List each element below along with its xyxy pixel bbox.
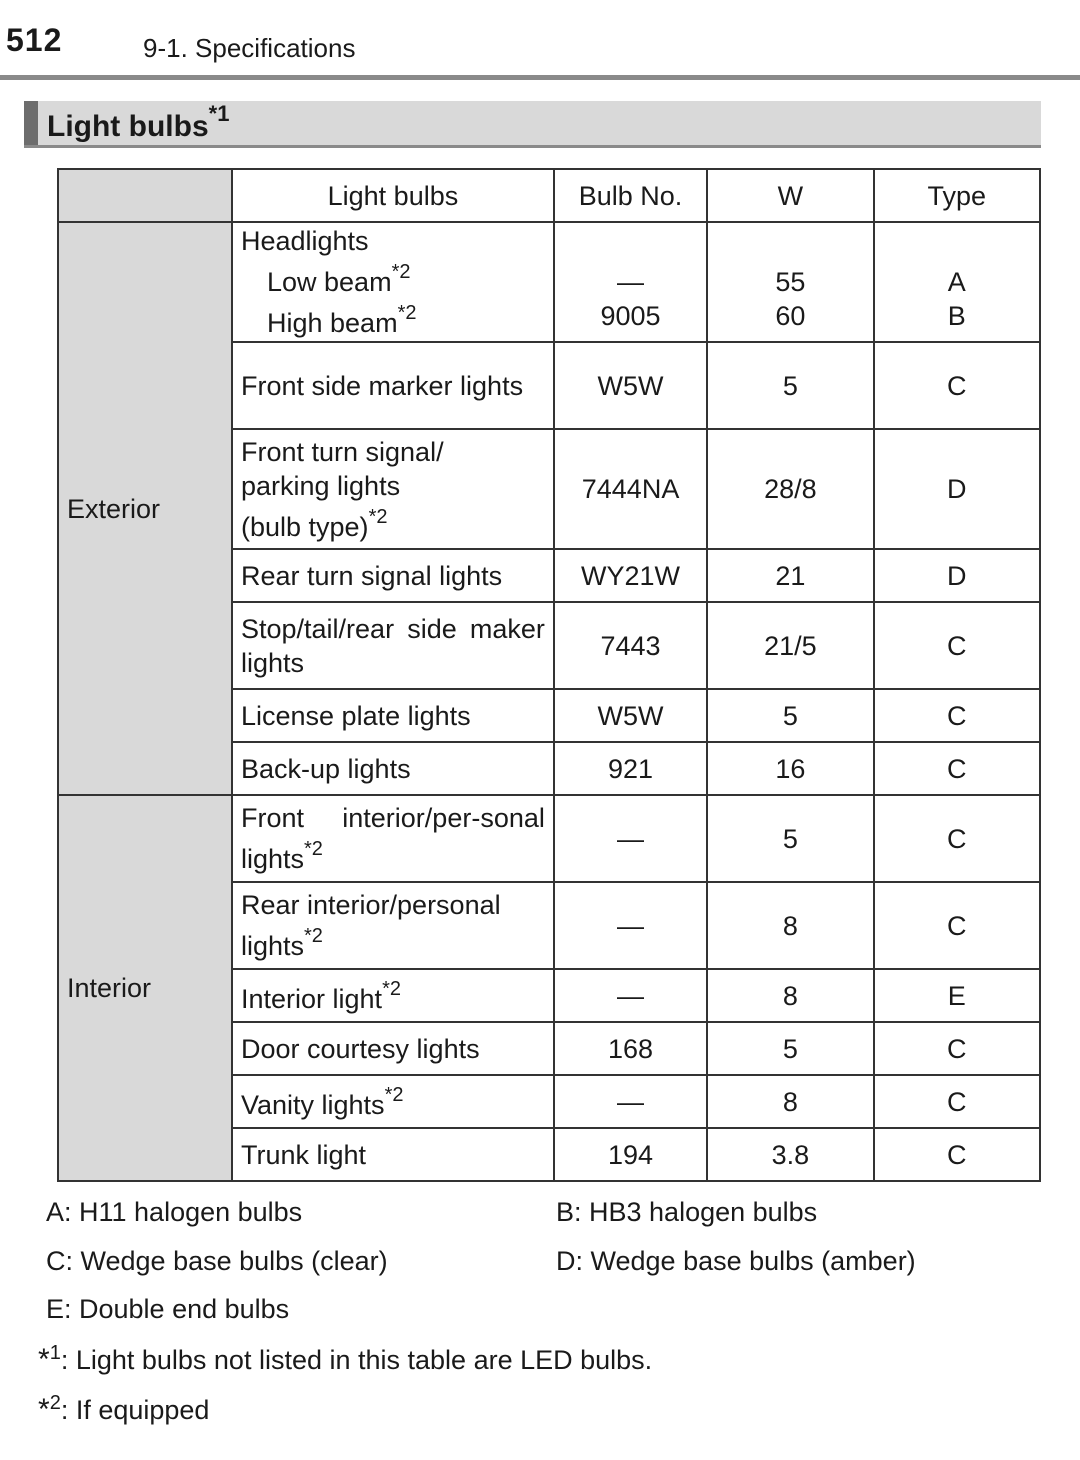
front-interior-bulb-no: —: [554, 795, 707, 882]
rear-interior-footnote: *2: [304, 925, 323, 947]
door-courtesy-name: Door courtesy lights: [232, 1022, 554, 1075]
low-beam-label: Low beam: [266, 267, 392, 297]
interior-light-bulb-no: —: [554, 969, 707, 1022]
front-side-marker-name: Front side marker lights: [232, 342, 554, 429]
rear-turn-watts: 21: [707, 549, 873, 602]
rear-turn-type: D: [874, 549, 1040, 602]
front-interior-footnote: *2: [304, 838, 323, 860]
trunk-name: Trunk light: [232, 1128, 554, 1181]
front-turn-line3: (bulb type): [240, 511, 369, 542]
legend-d: D: Wedge base bulbs (amber): [556, 1246, 916, 1276]
front-side-marker-watts: 5: [707, 342, 873, 429]
rear-interior-watts: 8: [707, 882, 873, 969]
table-header-row: [58, 169, 1040, 222]
front-turn-footnote: *2: [368, 505, 388, 528]
legend-a: A: H11 halogen bulbs: [46, 1197, 303, 1227]
interior-light-type: E: [874, 969, 1040, 1022]
backup-bulb-no: 921: [554, 742, 707, 795]
headlights-watts: [707, 222, 873, 342]
headlights-bulb-no: [554, 222, 707, 342]
headlights-name-cell: [232, 222, 554, 342]
trunk-bulb-no: 194: [554, 1128, 707, 1181]
header-bulb-no: Bulb No.: [554, 169, 707, 222]
vanity-name: Vanity lights: [240, 1090, 385, 1120]
headlights-type: [874, 222, 1040, 342]
front-interior-name: Front interior/per-sonal lights: [240, 803, 545, 874]
footnote-2-text: : If equipped: [60, 1395, 210, 1425]
header-watts: W: [707, 169, 873, 222]
license-watts: 5: [707, 689, 873, 742]
vanity-bulb-no: —: [554, 1075, 707, 1128]
front-turn-line2: parking lights: [240, 470, 401, 501]
stop-tail-type: C: [874, 602, 1040, 689]
footnote-2: [38, 1392, 209, 1427]
title-accent: [24, 101, 38, 145]
high-beam-label: High beam: [266, 308, 398, 338]
footnote-1-text: : Light bulbs not listed in this table are LED bulbs.: [60, 1345, 653, 1375]
legend-c: C: Wedge base bulbs (clear): [46, 1246, 388, 1276]
vanity-watts: 8: [707, 1075, 873, 1128]
footnote-1: [38, 1342, 652, 1377]
front-side-marker-type: C: [874, 342, 1040, 429]
footnote-1-number: 1: [49, 1342, 61, 1364]
license-bulb-no: W5W: [554, 689, 707, 742]
low-beam-type: A: [947, 267, 966, 297]
rear-interior-line2-wrap: [241, 922, 545, 963]
backup-name: Back-up lights: [232, 742, 554, 795]
interior-light-name-cell: [232, 969, 554, 1022]
vanity-footnote: *2: [384, 1084, 404, 1106]
front-side-marker-bulb-no: W5W: [554, 342, 707, 429]
door-courtesy-watts: 5: [707, 1022, 873, 1075]
header-type: Type: [874, 169, 1040, 222]
stop-tail-bulb-no: 7443: [554, 602, 707, 689]
front-turn-line1: Front turn signal/: [240, 436, 444, 467]
section-title-text: Light bulbs: [47, 110, 209, 143]
low-beam-line: [241, 258, 545, 299]
rear-turn-bulb-no: WY21W: [554, 549, 707, 602]
interior-light-footnote: *2: [382, 978, 401, 1000]
group-interior: Interior: [58, 795, 232, 1181]
stop-tail-name: Stop/tail/rear side maker lights: [232, 602, 554, 689]
front-interior-watts: 5: [707, 795, 873, 882]
door-courtesy-bulb-no: 168: [554, 1022, 707, 1075]
front-interior-type: C: [874, 795, 1040, 882]
footnote-2-number: 2: [49, 1392, 61, 1414]
rear-interior-name-cell: [232, 882, 554, 969]
low-beam-footnote: *2: [391, 261, 411, 283]
header-rule: [0, 75, 1080, 80]
legend-b: B: HB3 halogen bulbs: [556, 1197, 818, 1227]
footnote-1-star: *: [38, 1343, 50, 1376]
backup-type: C: [874, 742, 1040, 795]
interior-light-watts: 8: [707, 969, 873, 1022]
rear-interior-line2: lights: [240, 931, 305, 961]
backup-watts: 16: [707, 742, 873, 795]
front-turn-watts: 28/8: [707, 429, 873, 549]
high-beam-bulb-no: 9005: [600, 301, 661, 331]
stop-tail-watts: 21/5: [707, 602, 873, 689]
license-name: License plate lights: [232, 689, 554, 742]
vanity-name-cell: [232, 1075, 554, 1128]
door-courtesy-type: C: [874, 1022, 1040, 1075]
license-type: C: [874, 689, 1040, 742]
header-light-bulbs: Light bulbs: [232, 169, 554, 222]
trunk-watts: 3.8: [707, 1128, 873, 1181]
front-turn-type: D: [874, 429, 1040, 549]
page-number: 512: [6, 22, 63, 58]
rear-interior-line1: Rear interior/personal: [240, 890, 501, 920]
high-beam-footnote: *2: [397, 302, 417, 324]
high-beam-type: B: [947, 301, 966, 331]
section-title: [47, 101, 230, 144]
front-turn-bulb-no: 7444NA: [554, 429, 707, 549]
section-title-bar: [24, 101, 1041, 148]
legend-e: E: Double end bulbs: [46, 1294, 290, 1324]
headlights-label: Headlights: [240, 226, 369, 256]
rear-turn-name: Rear turn signal lights: [232, 549, 554, 602]
header-corner: [58, 169, 232, 222]
front-turn-name-cell: [232, 429, 554, 549]
table-row-front-interior: [58, 795, 1040, 882]
section-label: 9-1. Specifications: [143, 33, 356, 63]
light-bulbs-table: [57, 168, 1041, 1182]
front-turn-line3-wrap: [241, 503, 545, 544]
high-beam-watts: 60: [775, 301, 806, 331]
front-interior-name-cell: [232, 795, 554, 882]
low-beam-bulb-no: —: [617, 267, 645, 297]
footnote-2-star: *: [38, 1393, 50, 1426]
trunk-type: C: [874, 1128, 1040, 1181]
group-exterior: Exterior: [58, 222, 232, 795]
title-footnote-mark: *1: [208, 101, 230, 126]
interior-light-name: Interior light: [240, 984, 383, 1014]
rear-interior-bulb-no: —: [554, 882, 707, 969]
rear-interior-type: C: [874, 882, 1040, 969]
high-beam-line: [241, 299, 545, 340]
table-row-headlights: [58, 222, 1040, 342]
vanity-type: C: [874, 1075, 1040, 1128]
low-beam-watts: 55: [775, 267, 806, 297]
